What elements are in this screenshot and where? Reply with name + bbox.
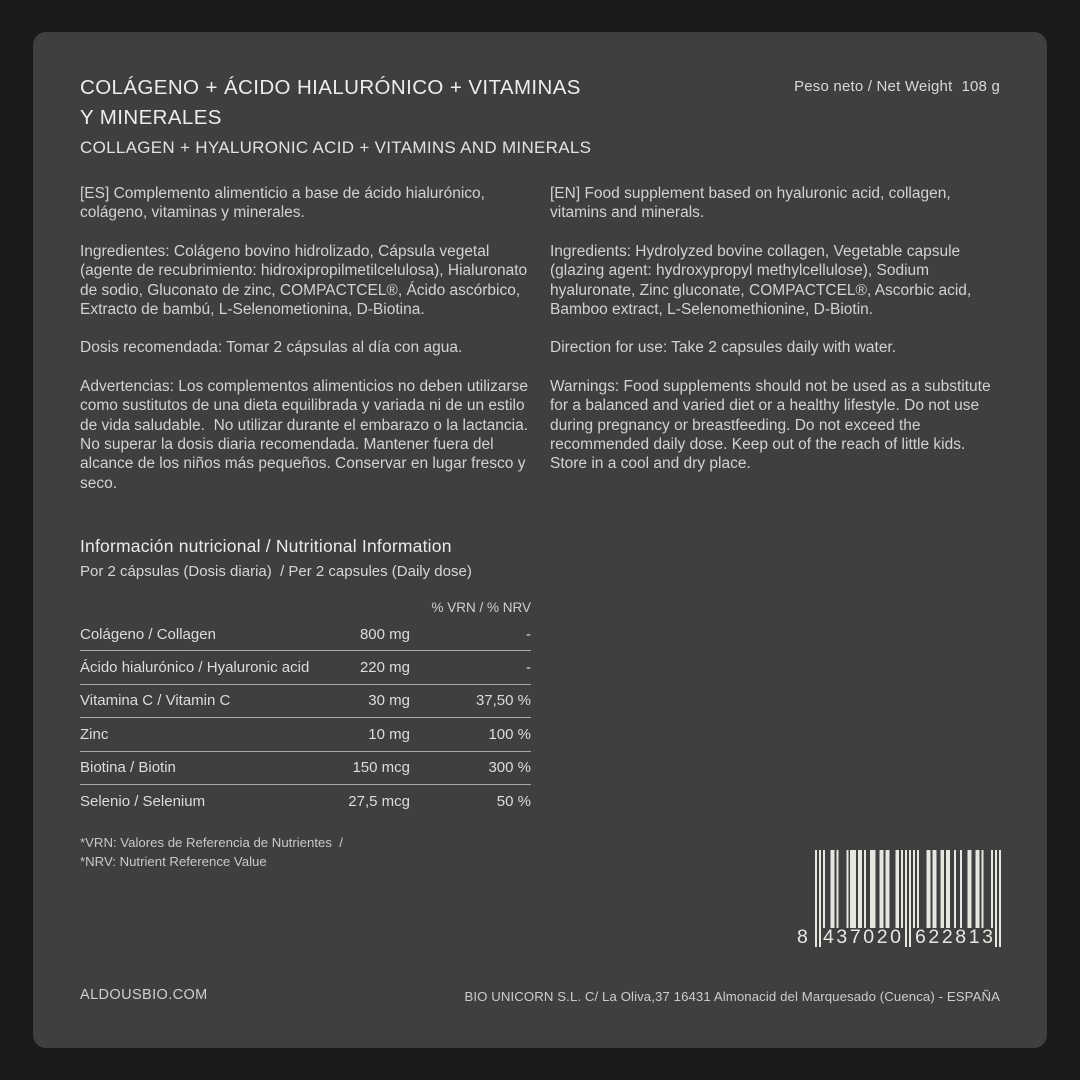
es-intro-paragraph: [ES] Complemento alimenticio a base de ácido hialurónico, colágeno, vitaminas y minerales.	[80, 185, 490, 222]
nutrient-name: Selenio / Selenium	[80, 793, 206, 811]
nutrient-name: Zinc	[80, 725, 109, 743]
product-title-en: COLLAGEN + HYALURONIC ACID + VITAMINS AND MINERALS	[80, 138, 592, 157]
nutrient-name: Biotina / Biotin	[80, 759, 176, 777]
table-row	[80, 718, 531, 751]
es-warnings-paragraph: Advertencias: Los complementos alimenticios no deben utilizarse como sustitutos de una dieta equilibrada y variada ni de un estilo de vida saludable. No utilizar durante el embarazo o la lactancia. No superar la dosis diaria recomendada. Mantener fuera del alcance de los niños más pequeños. Conservar en lugar fresco y seco.	[80, 377, 533, 492]
barcode-digits-left: 4 3 7 0 2 0	[823, 926, 901, 948]
table-row	[80, 685, 531, 718]
table-row	[80, 752, 531, 785]
nutrition-subheading: Por 2 cápsulas (Dosis diaria) / Per 2 capsules (Daily dose)	[80, 563, 472, 580]
en-intro-paragraph: [EN] Food supplement based on hyaluronic acid, collagen, vitamins and minerals.	[550, 185, 955, 222]
nutrient-amount: 220 mg	[359, 659, 410, 677]
website-url: ALDOUSBIO.COM	[80, 987, 208, 1003]
en-dosage-paragraph: Direction for use: Take 2 capsules daily with water.	[550, 339, 897, 357]
ean13-barcode	[797, 850, 1001, 978]
nrv-footnote-line2: *NRV: Nutrient Reference Value	[80, 854, 267, 869]
nutrient-nrv: 37,50 %	[475, 692, 531, 710]
nutrient-amount: 10 mg	[368, 725, 410, 743]
nutrient-nrv: 50 %	[496, 793, 531, 811]
nrv-column-header: % VRN / % NRV	[431, 600, 531, 615]
label-card	[33, 32, 1047, 1048]
nutrient-amount: 30 mg	[368, 692, 410, 710]
nutrient-amount: 27,5 mcg	[348, 793, 410, 811]
nutrient-nrv: -	[526, 625, 531, 643]
en-warnings-paragraph: Warnings: Food supplements should not be used as a substitute for a balanced and varied diet or a healthy lifestyle. Do not use during pregnancy or breastfeeding. Do not exceed the recommended daily dose. Keep out of the reach of little kids. Store in a cool and dry place.	[550, 377, 995, 473]
column-english	[550, 184, 1006, 493]
nutrient-nrv: -	[526, 659, 531, 677]
nutrient-nrv: 100 %	[488, 725, 531, 743]
nutrient-nrv: 300 %	[488, 759, 531, 777]
nutrient-name: Vitamina C / Vitamin C	[80, 692, 231, 710]
net-weight-label: Peso neto / Net Weight	[794, 78, 953, 95]
nutrient-amount: 800 mg	[359, 625, 410, 643]
nrv-footnote	[80, 833, 343, 871]
nutrition-heading: Información nutricional / Nutritional Information	[80, 536, 452, 556]
nutrition-table	[80, 618, 531, 818]
nutrient-amount: 150 mcg	[352, 759, 410, 777]
barcode-digit-first: 8	[797, 926, 808, 948]
table-row	[80, 618, 531, 651]
product-title-es-line1: COLÁGENO + ÁCIDO HIALURÓNICO + VITAMINAS	[80, 76, 581, 99]
es-dosage-paragraph: Dosis recomendada: Tomar 2 cápsulas al día con agua.	[80, 339, 463, 357]
nutrient-name: Colágeno / Collagen	[80, 625, 216, 643]
net-weight	[794, 78, 1000, 95]
es-ingredients-paragraph: Ingredientes: Colágeno bovino hidrolizado, Cápsula vegetal (agente de recubrimiento: hidroxipropilmetilcelulosa), Hialuronato de sodio, Gluconato de zinc, COMPACTCEL®, Ácido ascórbico, Extracto de bambú, L-Selenometionina, D-Biotina.	[80, 242, 532, 319]
barcode-digits-right: 6 2 2 8 1 3	[915, 926, 993, 948]
nutrient-name: Ácido hialurónico / Hyaluronic acid	[80, 659, 310, 677]
table-row	[80, 651, 531, 684]
net-weight-value: 108 g	[961, 78, 1000, 95]
product-title-es-line2: Y MINERALES	[80, 106, 222, 129]
table-row	[80, 785, 531, 818]
column-spanish	[80, 184, 543, 512]
en-ingredients-paragraph: Ingredients: Hydrolyzed bovine collagen, Vegetable capsule (glazing agent: hydroxypropyl methylcellulose), Sodium hyaluronate, Zinc gluconate, COMPACTCEL®, Ascorbic acid, Bamboo extract, L-Selenomethionine, D-Biotin.	[550, 242, 976, 319]
nrv-footnote-line1: *VRN: Valores de Referencia de Nutrientes /	[80, 835, 343, 850]
company-address: BIO UNICORN S.L. C/ La Oliva,37 16431 Almonacid del Marquesado (Cuenca) - ESPAÑA	[464, 989, 1000, 1004]
